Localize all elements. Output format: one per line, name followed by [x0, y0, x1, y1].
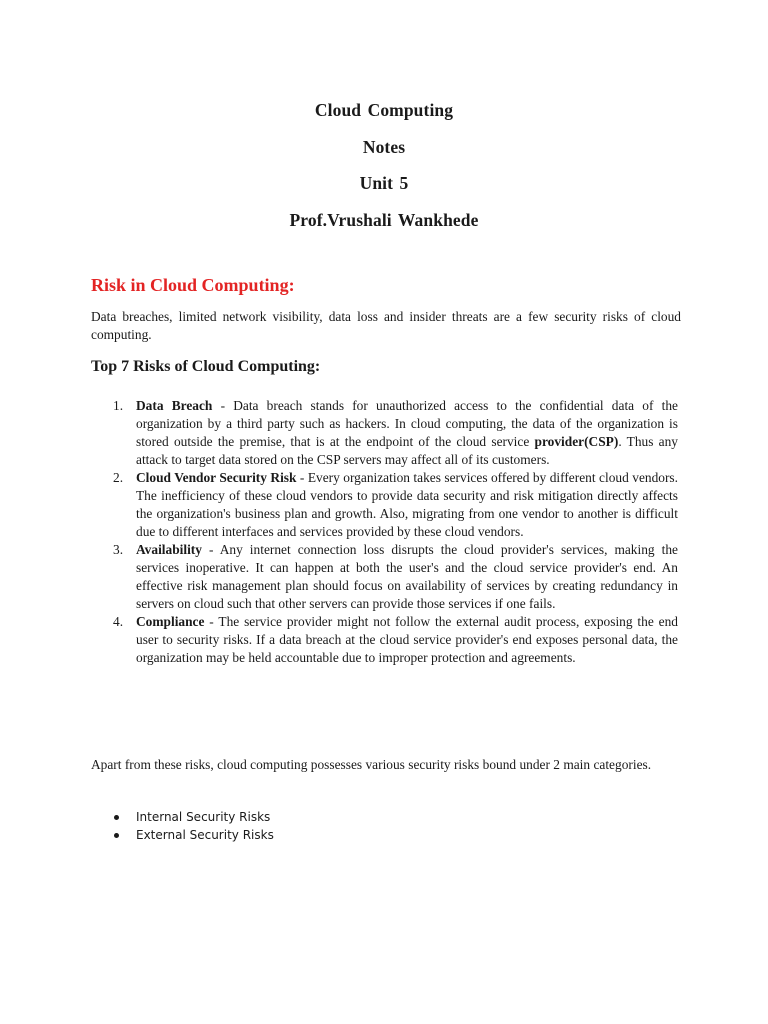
risk-title: Compliance — [136, 614, 205, 629]
list-item — [91, 826, 274, 844]
notes-label: Notes — [362, 136, 406, 157]
risk-text: - Every organization takes services offered by different cloud vendors. The inefficiency of these cloud vendors to provide data security and risk mitigation directly affects the organization's business plan and growth. Also, migrating from one vendor to another is difficult due to different interfaces and services provided by these cloud vendors. — [136, 470, 678, 539]
list-number: 1. — [113, 398, 124, 413]
risk-text: - The service provider might not follow the external audit process, exposing the end user to security risks. If a data breach at the cloud service provider's end exposes personal data, the organization may be held accountable due to improper protection and agreements. — [136, 614, 678, 665]
bullet-icon — [114, 833, 119, 838]
risk-title: Cloud Vendor Security Risk — [136, 470, 297, 485]
top-risks-heading: Top 7 Risks of Cloud Computing: — [91, 358, 321, 375]
risk-title: Data Breach — [136, 398, 213, 413]
list-number: 4. — [113, 614, 124, 629]
risk-list — [91, 397, 678, 667]
list-item — [91, 541, 678, 613]
bullet-icon — [114, 815, 119, 820]
list-item — [91, 469, 678, 541]
category-list — [91, 808, 274, 844]
title-block — [0, 92, 768, 238]
risk-text: - Any internet connection loss disrupts the cloud provider's services, making the services inoperative. It can happen at both the user's and the cloud service provider's end. An effective risk management plan should focus on availability of services by creating redundancy in servers on cloud such that other servers can provide those services if one fails. — [136, 542, 678, 611]
course-title: Cloud Computing — [314, 100, 454, 120]
risk-text: - Data breach stands for unauthorized access to the confidential data of the organization by a third party such as hackers. In cloud computing, the data of the organization is stored outside the premise, that is at the endpoint of the cloud service — [136, 398, 678, 449]
risk-text-after: . Thus any attack to target data stored on the CSP servers may affect all of its customers. — [136, 434, 678, 467]
section-heading: Risk in Cloud Computing: — [91, 275, 295, 295]
list-item — [91, 613, 678, 667]
unit-label: Unit 5 — [359, 173, 409, 193]
risk-bold-term: provider(CSP) — [534, 434, 619, 449]
category-label: Internal Security Risks — [136, 810, 271, 824]
list-item — [91, 808, 274, 826]
risk-title: Availability — [136, 542, 202, 557]
intro-paragraph: Data breaches, limited network visibility, data loss and insider threats are a few security risks of cloud computing. — [91, 309, 681, 342]
list-number: 2. — [113, 470, 124, 485]
categories-paragraph: Apart from these risks, cloud computing possesses various security risks bound under 2 main categories. — [91, 757, 652, 772]
category-label: External Security Risks — [136, 828, 274, 842]
list-number: 3. — [113, 542, 124, 557]
author-name: Prof.Vrushali Wankhede — [289, 209, 479, 230]
list-item — [91, 397, 678, 469]
